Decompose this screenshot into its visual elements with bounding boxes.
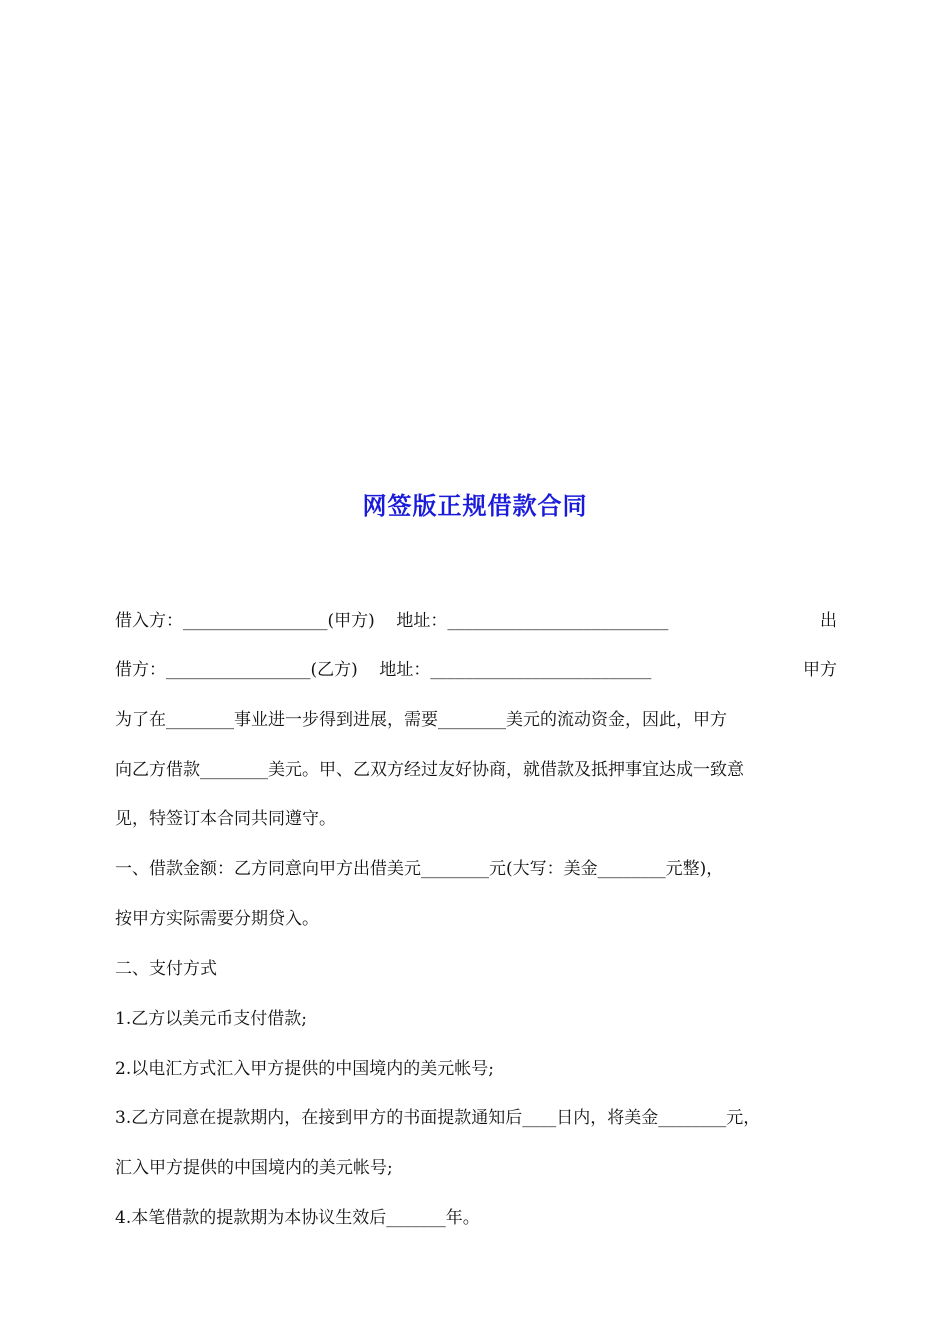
borrower-line (115, 609, 837, 633)
loan-amount-clause: 一、借款金额：乙方同意向甲方出借美元________元(大写：美金________元整)， (115, 859, 724, 879)
clause-item: 2.以电汇方式汇入甲方提供的中国境内的美元帐号; (115, 1059, 494, 1079)
document-title: 网签版正规借款合同 (362, 491, 588, 520)
section-heading: 二、支付方式 (115, 959, 217, 979)
clause-item: 1.乙方以美元币支付借款; (115, 1009, 307, 1029)
lender-line-end: 甲方 (803, 660, 837, 680)
borrower-info: 借入方：_________________(甲方) 地址：__________________________ (115, 611, 669, 631)
clause-item: 3.乙方同意在提款期内，在接到甲方的书面提款通知后____日内，将美金________元， (115, 1108, 761, 1128)
clause-item: 4.本笔借款的提款期为本协议生效后_______年。 (115, 1208, 480, 1228)
lender-info: 借方：_________________(乙方) 地址：__________________________ (115, 660, 652, 680)
lender-line (115, 658, 837, 682)
paragraph-line: 为了在________事业进一步得到进展，需要________美元的流动资金，因此，甲方 (115, 710, 727, 730)
borrower-line-end: 出 (820, 611, 837, 631)
paragraph-line: 向乙方借款________美元。甲、乙双方经过友好协商，就借款及抵押事宜达成一致意 (115, 760, 744, 780)
paragraph-line: 汇入甲方提供的中国境内的美元帐号; (115, 1158, 393, 1178)
paragraph-line: 按甲方实际需要分期贷入。 (115, 909, 319, 929)
paragraph-line: 见，特签订本合同共同遵守。 (115, 809, 336, 829)
